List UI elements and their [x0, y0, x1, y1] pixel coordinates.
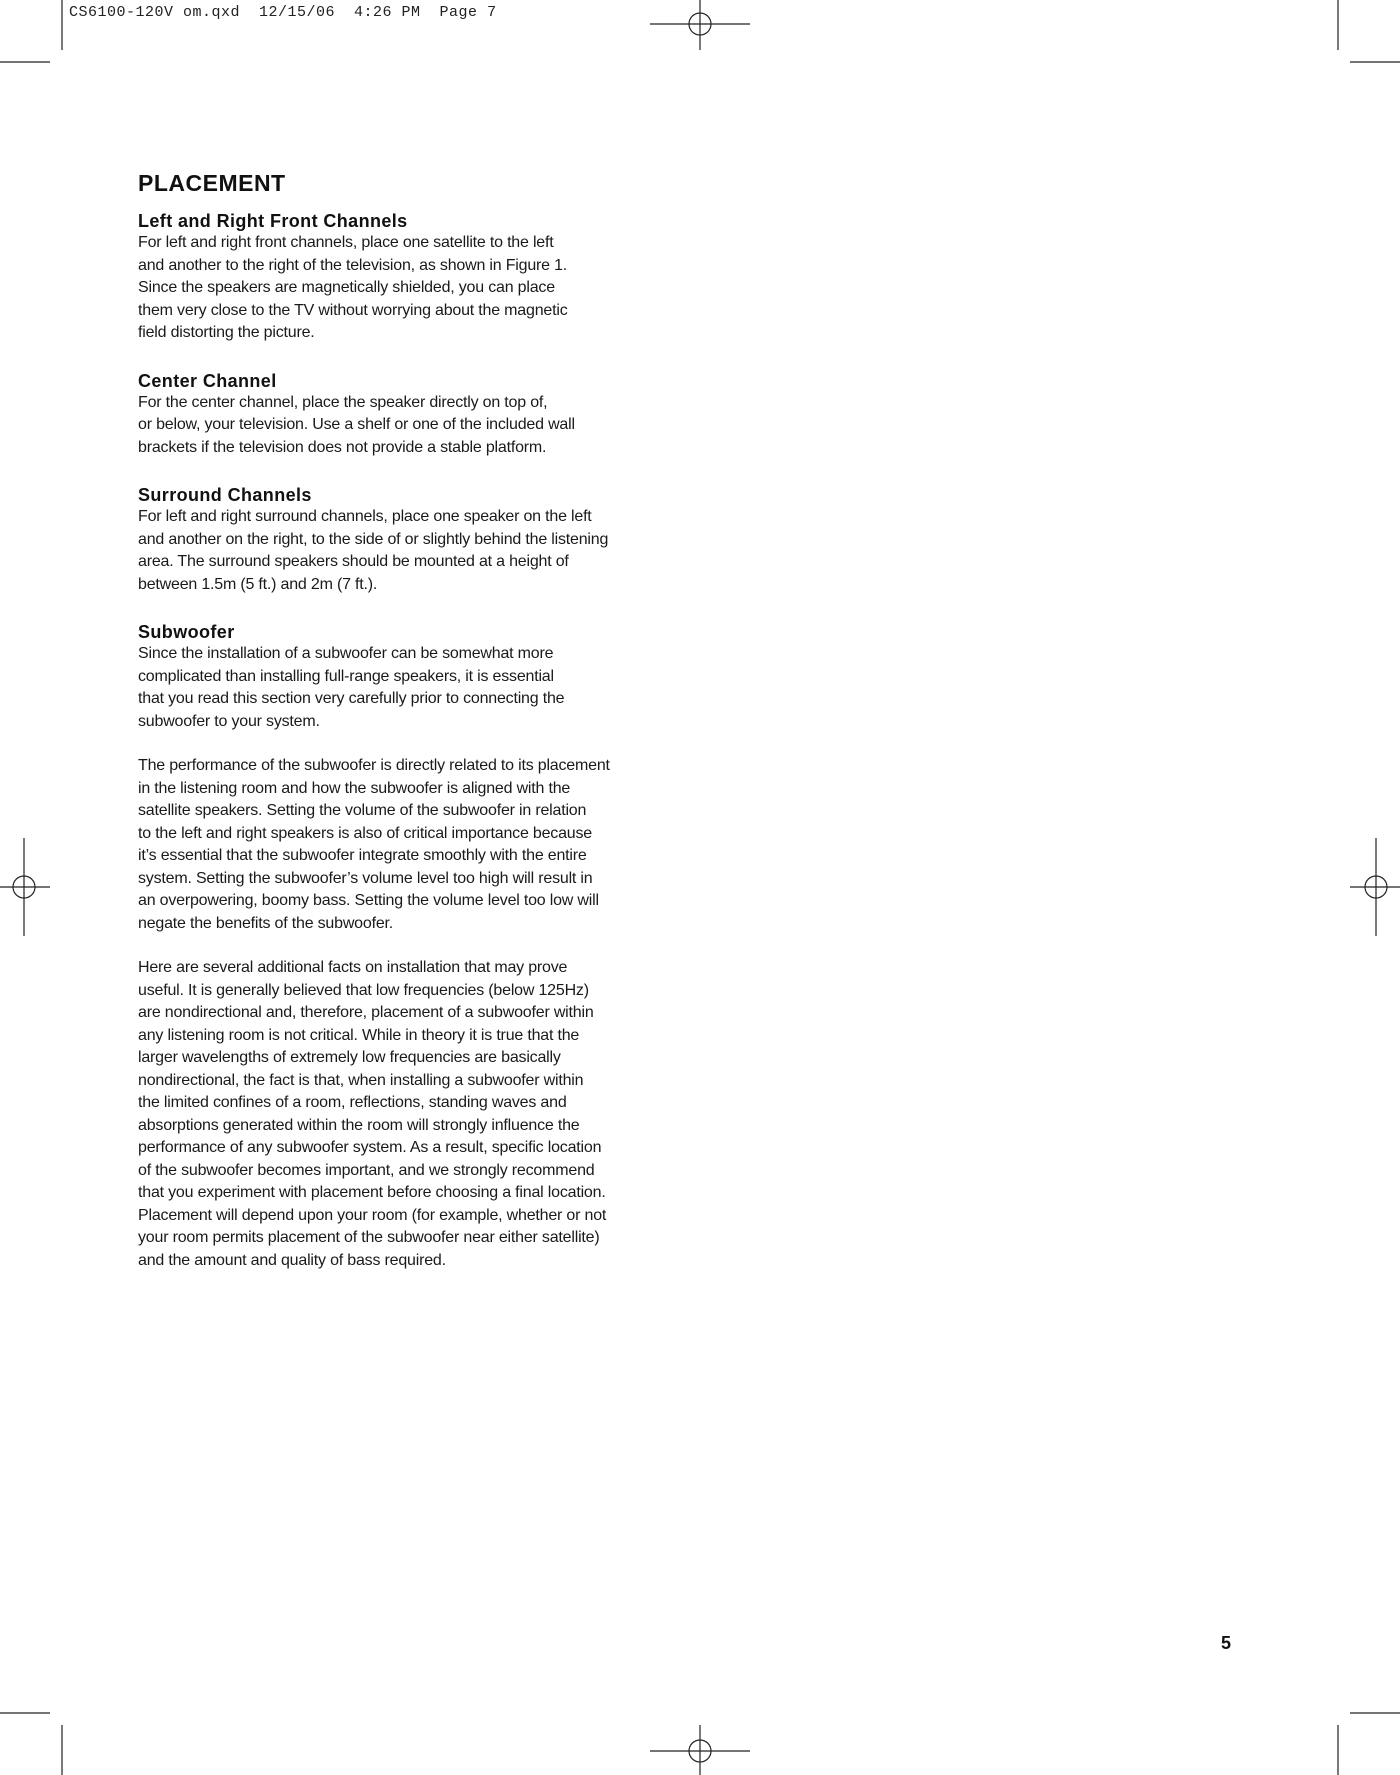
section [138, 484, 678, 596]
text-line: Since the speakers are magnetically shielded, you can place [138, 279, 555, 296]
paragraph [138, 232, 678, 345]
section-heading: Center Channel [138, 370, 277, 391]
registration-mark-top [650, 0, 750, 50]
section-heading: Surround Channels [138, 485, 312, 505]
text-line: For left and right surround channels, place one speaker on the left [138, 508, 592, 525]
registration-mark-bottom [650, 1725, 750, 1775]
page-number: 5 [1221, 1633, 1232, 1653]
paragraph [138, 506, 678, 596]
text-line: an overpowering, boomy bass. Setting the volume level too low will [138, 892, 599, 909]
text-line: useful. It is generally believed that low frequencies (below 125Hz) [138, 981, 589, 999]
registration-mark-left [0, 838, 50, 936]
text-line: of the subwoofer becomes important, and we strongly recommend [138, 1161, 595, 1179]
paragraph [138, 755, 678, 935]
text-line: satellite speakers. Setting the volume of the subwoofer in relation [138, 802, 587, 819]
text-line: your room permits placement of the subwoofer near either satellite) [138, 1229, 600, 1246]
paragraph [138, 643, 678, 733]
text-line: are nondirectional and, therefore, placement of a subwoofer within [138, 1004, 594, 1021]
text-line: area. The surround speakers should be mounted at a height of [138, 553, 569, 570]
text-line: larger wavelengths of extremely low frequencies are basically [138, 1049, 561, 1066]
text-line: Here are several additional facts on installation that may prove [138, 959, 568, 976]
document-body [138, 170, 678, 1297]
text-line: that you experiment with placement before choosing a final location. [138, 1184, 606, 1201]
text-line: that you read this section very carefully prior to connecting the [138, 690, 565, 707]
text-line: and the amount and quality of bass required. [138, 1251, 446, 1269]
text-line: between 1.5m (5 ft.) and 2m (7 ft.). [138, 575, 378, 593]
text-line: to the left and right speakers is also of critical importance because [138, 824, 592, 842]
text-line: absorptions generated within the room will strongly influence the [138, 1116, 580, 1134]
text-line: Since the installation of a subwoofer can be somewhat more [138, 645, 554, 662]
print-slug: CS6100-120V om.qxd 12/15/06 4:26 PM Page 7 [69, 4, 497, 21]
text-line: Placement will depend upon your room (for example, whether or not [138, 1206, 607, 1224]
text-line: in the listening room and how the subwoofer is aligned with the [138, 779, 571, 797]
paragraph [138, 392, 678, 460]
text-line: them very close to the TV without worrying about the magnetic [138, 301, 568, 319]
section [138, 621, 678, 1272]
text-line: and another on the right, to the side of or slightly behind the listening [138, 530, 609, 548]
text-line: any listening room is not critical. While in theory it is true that the [138, 1026, 580, 1044]
text-line: subwoofer to your system. [138, 712, 320, 730]
page-heading: PLACEMENT [138, 170, 286, 196]
text-line: and another to the right of the television, as shown in Figure 1. [138, 256, 568, 274]
text-line: or below, your television. Use a shelf or one of the included wall [138, 416, 575, 433]
text-line: For the center channel, place the speaker directly on top of, [138, 393, 548, 411]
text-line: the limited confines of a room, reflections, standing waves and [138, 1094, 567, 1111]
paragraph [138, 957, 678, 1272]
section [138, 370, 678, 460]
text-line: complicated than installing full-range speakers, it is essential [138, 667, 554, 685]
text-line: performance of any subwoofer system. As a result, specific location [138, 1139, 602, 1156]
text-line: field distorting the picture. [138, 324, 315, 341]
section [138, 210, 678, 345]
text-line: negate the benefits of the subwoofer. [138, 914, 394, 932]
registration-mark-right [1350, 838, 1400, 936]
sections-container [138, 210, 678, 1272]
section-heading: Left and Right Front Channels [138, 211, 408, 231]
section-heading: Subwoofer [138, 622, 235, 642]
text-line: For left and right front channels, place one satellite to the left [138, 234, 554, 251]
text-line: The performance of the subwoofer is directly related to its placement [138, 757, 610, 774]
text-line: system. Setting the subwoofer’s volume level too high will result in [138, 869, 593, 887]
text-line: brackets if the television does not provide a stable platform. [138, 438, 547, 456]
text-line: nondirectional, the fact is that, when installing a subwoofer within [138, 1071, 584, 1089]
text-line: it’s essential that the subwoofer integrate smoothly with the entire [138, 847, 587, 864]
